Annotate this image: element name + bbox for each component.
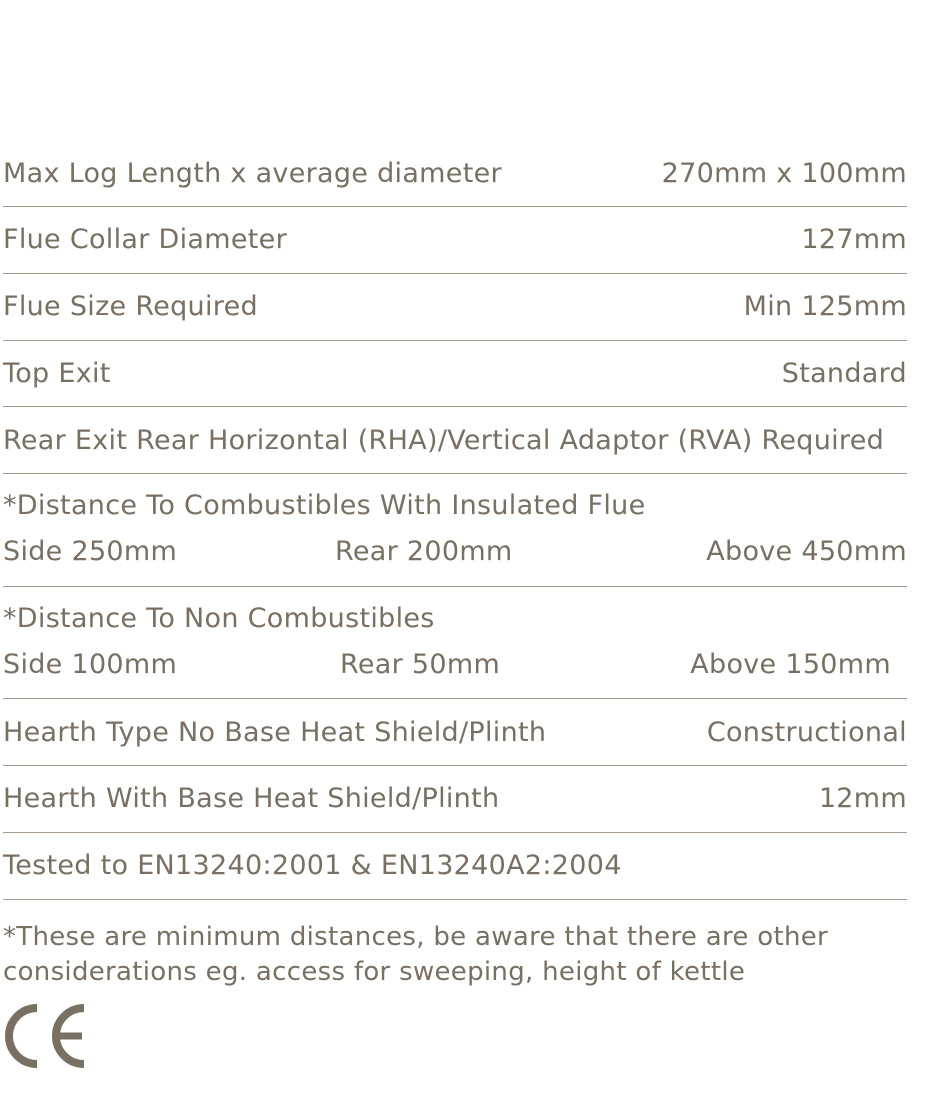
spec-label: Flue Collar Diameter — [3, 224, 287, 256]
distance-values — [3, 532, 907, 572]
spec-value: 270mm x 100mm — [661, 157, 907, 189]
spec-label: Hearth Type No Base Heat Shield/Plinth — [3, 716, 547, 748]
specifications-table — [3, 140, 907, 900]
spec-value: Constructional — [706, 716, 907, 748]
spec-row-rear-exit — [3, 407, 907, 474]
spec-value: 127mm — [801, 224, 907, 256]
spec-row-tested-to — [3, 833, 907, 900]
rear-distance: Rear 50mm — [340, 648, 501, 680]
spec-label: Hearth With Base Heat Shield/Plinth — [3, 783, 500, 815]
spec-label: Rear Exit Rear Horizontal (RHA)/Vertical Adaptor (RVA) Required — [3, 424, 885, 456]
spec-heading: *Distance To Non Combustibles — [3, 602, 435, 634]
footnote: *These are minimum distances, be aware that there are other considerations eg. access for sweeping, height of kettle — [3, 922, 829, 987]
ce-mark-icon — [0, 1004, 90, 1068]
spec-value: 12mm — [818, 783, 907, 815]
spec-label: Tested to EN13240:2001 & EN13240A2:2004 — [3, 850, 622, 882]
spec-row-flue-collar-diameter — [3, 207, 907, 274]
spec-row-distance-to-non-combustibles — [3, 587, 907, 700]
spec-value: Standard — [781, 357, 907, 389]
rear-distance: Rear 200mm — [335, 536, 513, 568]
side-distance: Side 250mm — [3, 536, 178, 568]
spec-label: Flue Size Required — [3, 291, 258, 323]
spec-row-top-exit — [3, 341, 907, 408]
above-distance: Above 450mm — [706, 536, 907, 568]
spec-row-flue-size-required — [3, 274, 907, 341]
spec-label: Top Exit — [3, 357, 111, 389]
spec-row-max-log-length — [3, 140, 907, 207]
above-distance: Above 150mm — [690, 648, 891, 680]
spec-heading: *Distance To Combustibles With Insulated Flue — [3, 490, 646, 522]
spec-value: Min 125mm — [743, 291, 907, 323]
distance-values — [3, 645, 907, 685]
spec-row-hearth-with-base — [3, 766, 907, 833]
spec-label: Max Log Length x average diameter — [3, 157, 502, 189]
side-distance: Side 100mm — [3, 648, 178, 680]
spec-row-hearth-type — [3, 699, 907, 766]
spec-row-distance-to-combustibles — [3, 474, 907, 587]
